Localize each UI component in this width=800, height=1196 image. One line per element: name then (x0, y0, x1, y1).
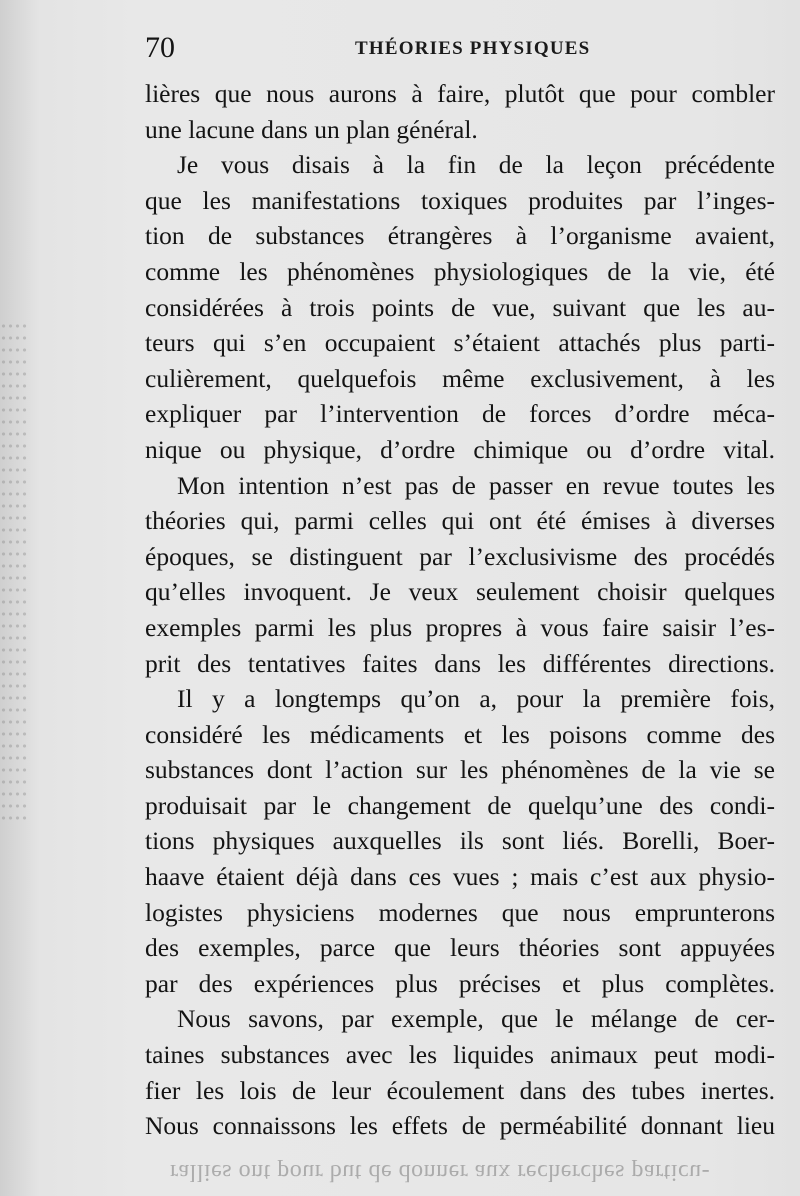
text-line: substances dont l’action sur les phénomènes de la vie se (145, 755, 775, 785)
page-number: 70 (145, 31, 175, 64)
text-line: Nous savons, par exemple, que le mélange de cer- (177, 1004, 775, 1034)
text-line: considérées à trois points de vue, suivant que les au- (145, 292, 775, 322)
text-line: qu’elles invoquent. Je veux seulement choisir quelques (145, 577, 775, 607)
page-header (145, 30, 775, 66)
binding-dots (0, 320, 30, 820)
text-line: Il y a longtemps qu’on a, pour la première fois, (177, 684, 775, 714)
text-line: considéré les médicaments et les poisons comme des (145, 719, 775, 749)
text-line: haave étaient déjà dans ces vues ; mais c’est aux physio- (145, 862, 775, 892)
text-line: comme les phénomènes physiologiques de la vie, été (145, 256, 775, 286)
text-line: prit des tentatives faites dans les différentes directions. (145, 648, 775, 678)
running-head: THÉORIES PHYSIQUES (355, 38, 591, 59)
body-text (145, 76, 775, 1144)
text-line: logistes physiciens modernes que nous emprunterons (145, 897, 775, 927)
text-line: que les manifestations toxiques produites par l’inges- (145, 185, 775, 215)
text-line: exemples parmi les plus propres à vous faire saisir l’es- (145, 612, 775, 642)
text-line: expliquer par l’intervention de forces d’ordre méca- (145, 399, 775, 429)
text-line: Mon intention n’est pas de passer en revue toutes les (177, 470, 775, 500)
text-line: Nous connaissons les effets de perméabilité donnant lieu (145, 1111, 775, 1141)
text-line: théories qui, parmi celles qui ont été émises à diverses (145, 506, 775, 536)
text-line: nique ou physique, d’ordre chimique ou d’ordre vital. (145, 434, 775, 464)
text-line: taines substances avec les liquides animaux peut modi- (145, 1040, 775, 1070)
text-line: fier les lois de leur écoulement dans des tubes inertes. (145, 1075, 775, 1105)
text-line: une lacune dans un plan général. (145, 114, 478, 144)
text-line: tion de substances étrangères à l’organisme avaient, (145, 221, 775, 251)
text-line: produisait par le changement de quelqu’une des condi- (145, 790, 775, 820)
text-line: tions physiques auxquelles ils sont liés. Borelli, Boer- (145, 826, 775, 856)
text-line: teurs qui s’en occupaient s’étaient attachés plus parti- (145, 328, 775, 358)
text-line: lières que nous aurons à faire, plutôt que pour combler (145, 79, 775, 108)
text-line: époques, se distinguent par l’exclusivisme des procédés (145, 541, 775, 571)
text-line: Je vous disais à la fin de la leçon précédente (177, 150, 775, 180)
text-line: par des expériences plus précises et plus complètes. (145, 968, 775, 998)
bleed-through-text: rallies ont pour but de donner aux recherches particu- (170, 1159, 711, 1185)
text-line: des exemples, parce que leurs théories sont appuyées (145, 933, 775, 963)
text-line: culièrement, quelquefois même exclusivement, à les (145, 363, 775, 393)
